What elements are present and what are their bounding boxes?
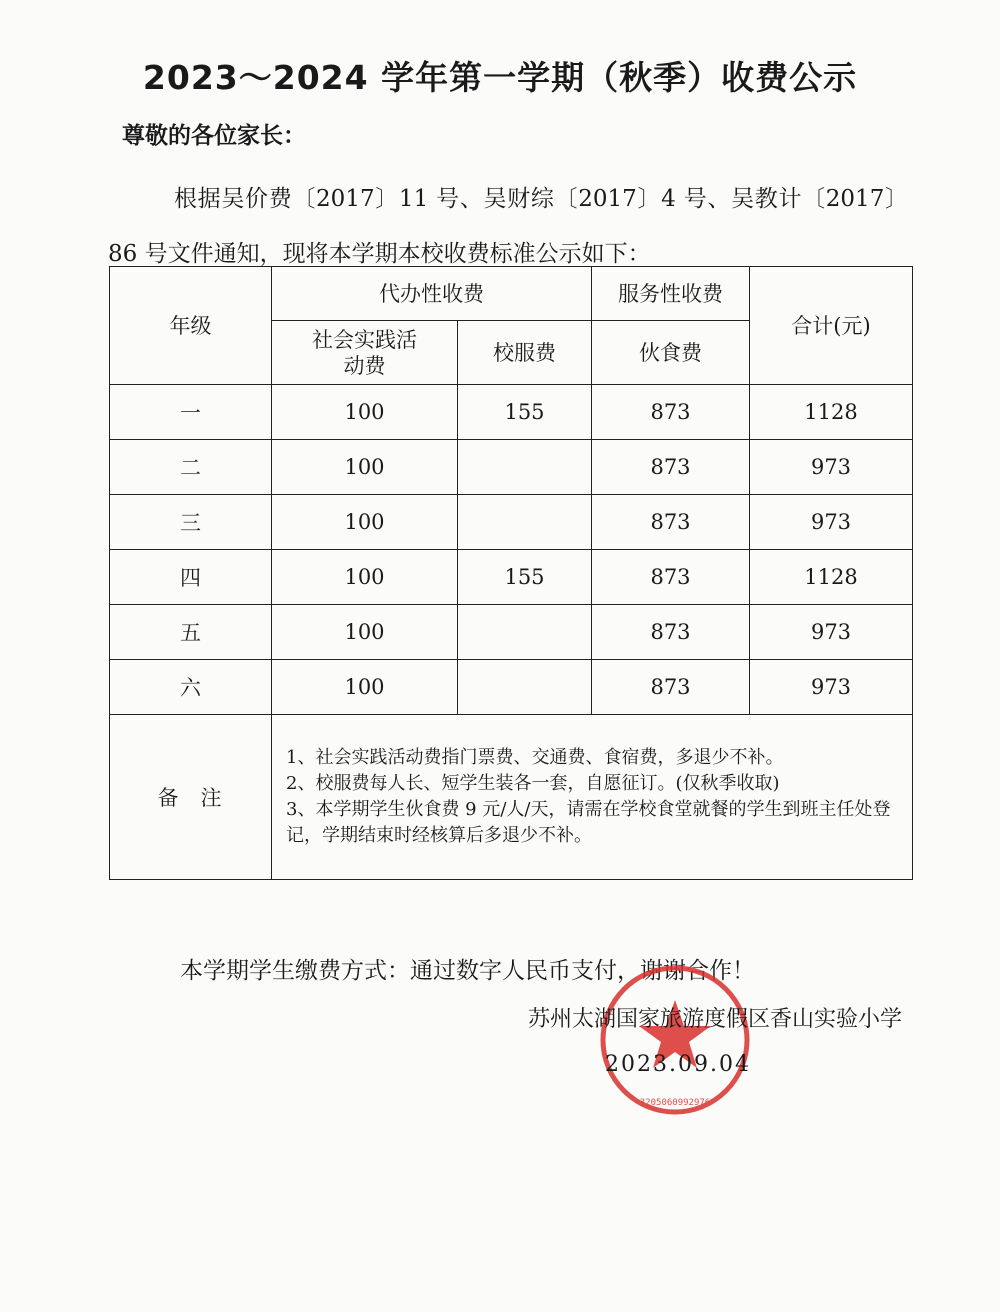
table-row	[110, 605, 913, 660]
cell-total: 973	[750, 605, 913, 660]
cell-uniform	[458, 660, 592, 715]
notes-content	[272, 715, 913, 880]
cell-meals: 873	[592, 550, 750, 605]
note-3: 3、本学期学生伙食费 9 元/人/天，请需在学校食堂就餐的学生到班主任处登记，学期结束时经核算后多退少不补。	[286, 799, 891, 846]
cell-grade: 五	[110, 605, 272, 660]
header-meals: 伙食费	[592, 321, 750, 385]
greeting: 尊敬的各位家长：	[122, 123, 306, 149]
seal-number: 3205060992976	[639, 1098, 711, 1108]
cell-grade: 三	[110, 495, 272, 550]
cell-uniform	[458, 495, 592, 550]
header-grade: 年级	[110, 267, 272, 385]
cell-social-practice: 100	[272, 660, 458, 715]
note-1: 1、社会实践活动费指门票费、交通费、食宿费，多退少不补。	[286, 747, 784, 768]
cell-grade: 一	[110, 385, 272, 440]
table-row	[110, 385, 913, 440]
note-2: 2、校服费每人长、短学生装各一套，自愿征订。(仅秋季收取)	[286, 773, 780, 794]
cell-grade: 四	[110, 550, 272, 605]
header-uniform: 校服费	[458, 321, 592, 385]
header-total: 合计(元)	[750, 267, 913, 385]
page-title: 2023～2024 学年第一学期（秋季）收费公示	[142, 58, 858, 97]
table-row	[110, 550, 913, 605]
cell-uniform: 155	[458, 550, 592, 605]
cell-uniform	[458, 440, 592, 495]
cell-social-practice: 100	[272, 440, 458, 495]
school-name: 苏州太湖国家旅游度假区香山实验小学	[527, 1007, 902, 1032]
cell-meals: 873	[592, 385, 750, 440]
cell-total: 1128	[750, 550, 913, 605]
header-proxy-fees: 代办性收费	[272, 267, 592, 321]
cell-meals: 873	[592, 605, 750, 660]
intro-paragraph: 根据吴价费〔2017〕11 号、吴财综〔2017〕4 号、吴教计〔2017〕86 号文件通知，现将本学期本校收费标准公示如下：	[108, 186, 908, 267]
cell-total: 1128	[750, 385, 913, 440]
cell-social-practice: 100	[272, 385, 458, 440]
cell-social-practice: 100	[272, 605, 458, 660]
date: 2023.09.04	[605, 1052, 751, 1077]
cell-uniform: 155	[458, 385, 592, 440]
cell-grade: 六	[110, 660, 272, 715]
cell-social-practice: 100	[272, 550, 458, 605]
cell-total: 973	[750, 440, 913, 495]
cell-meals: 873	[592, 660, 750, 715]
table-row	[110, 660, 913, 715]
table-row	[110, 440, 913, 495]
cell-meals: 873	[592, 440, 750, 495]
cell-uniform	[458, 605, 592, 660]
fee-table	[109, 266, 913, 880]
cell-total: 973	[750, 660, 913, 715]
header-service-fees: 服务性收费	[592, 267, 750, 321]
cell-total: 973	[750, 495, 913, 550]
cell-meals: 873	[592, 495, 750, 550]
table-row	[110, 495, 913, 550]
payment-method: 本学期学生缴费方式：通过数字人民币支付，谢谢合作！	[180, 958, 755, 984]
notes-label: 备注	[110, 715, 272, 880]
school-seal	[570, 960, 780, 1120]
cell-grade: 二	[110, 440, 272, 495]
cell-social-practice: 100	[272, 495, 458, 550]
header-social-practice: 社会实践活动费	[272, 321, 458, 385]
